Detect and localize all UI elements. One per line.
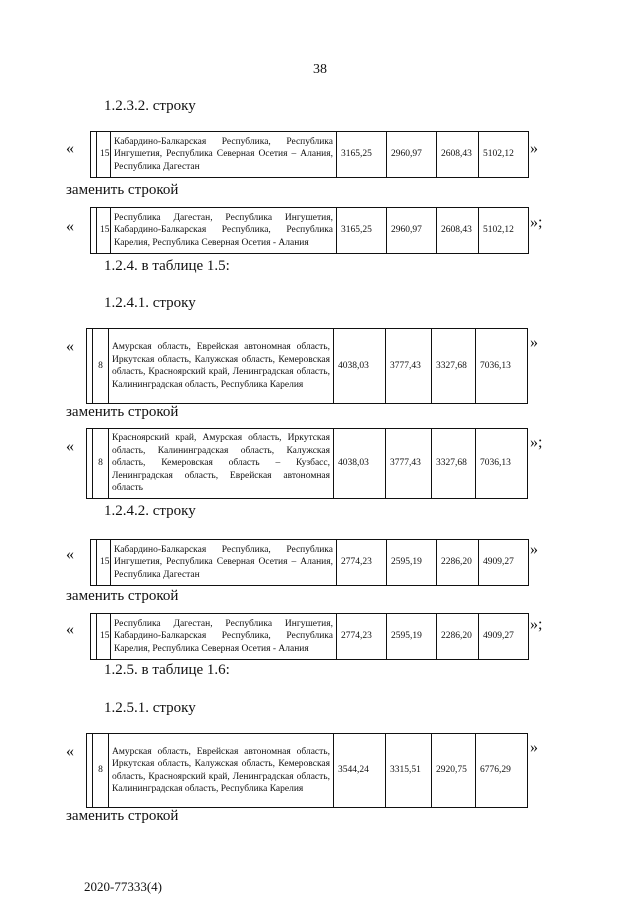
item-heading-1-2-5-1: 1.2.5.1. строку [104,700,196,716]
value-cell: 2774,23 [337,614,387,660]
row-number-cell: 8 [93,329,109,404]
value-cell: 2595,19 [387,540,437,586]
item-heading-1-2-4-1: 1.2.4.1. строку [104,295,196,311]
value-cell: 5102,12 [479,132,529,178]
value-cell: 3777,43 [386,329,432,404]
region-list-cell: Кабардино-Балкарская Республика, Республика Ингушетия, Республика Северная Осетия – Алания, Республика Дагестан [111,540,337,586]
value-cell: 2595,19 [387,614,437,660]
open-quote: « [66,140,74,157]
region-list-cell: Кабардино-Балкарская Республика, Республика Ингушетия, Республика Северная Осетия – Алания, Республика Дагестан [111,132,337,178]
value-cell: 4909,27 [479,614,529,660]
value-cell: 2286,20 [437,540,479,586]
value-cell: 3315,51 [386,734,432,808]
document-registration-number: 2020-77333(4) [84,879,162,894]
open-quote: « [66,338,74,355]
value-cell: 2960,97 [387,132,437,178]
page-number: 38 [313,62,327,77]
region-list-cell: Амурская область, Еврейская автономная область, Иркутская область, Калужская область, Кемеровская область, Красноярский край, Ленинградская область, Калининградская область, Республика Карелия [109,329,334,404]
open-quote: « [66,743,74,760]
close-quote: »; [530,434,543,451]
value-cell: 2774,23 [337,540,387,586]
close-quote: » [530,541,538,558]
original-row-table [90,539,529,586]
table-heading-1-2-5: 1.2.5. в таблице 1.6: [104,662,230,678]
replace-with-row-label: заменить строкой [66,588,179,604]
table-row [91,614,529,660]
row-number-cell: 8 [93,429,109,499]
table-row [87,329,528,404]
close-quote: »; [530,214,543,231]
value-cell: 3544,24 [334,734,386,808]
original-row-table [86,328,528,404]
open-quote: « [66,546,74,563]
table-row [91,540,529,586]
row-number-cell: 15 [97,208,111,254]
region-list-cell: Красноярский край, Амурская область, Иркутская область, Калининградская область, Калужская область, Кемеровская область – Кузбасс, Ленинградская область, Еврейская автономная область [109,429,334,499]
table-row [91,132,529,178]
table-heading-1-2-4: 1.2.4. в таблице 1.5: [104,258,230,274]
row-number-cell: 8 [93,734,109,808]
value-cell: 5102,12 [479,208,529,254]
region-list-cell: Республика Дагестан, Республика Ингушетия, Кабардино-Балкарская Республика, Республика Карелия, Республика Северная Осетия - Алания [111,208,337,254]
row-number-cell: 15 [97,132,111,178]
region-list-cell: Республика Дагестан, Республика Ингушетия, Кабардино-Балкарская Республика, Республика Карелия, Республика Северная Осетия - Алания [111,614,337,660]
value-cell: 3327,68 [432,429,476,499]
value-cell: 3777,43 [386,429,432,499]
value-cell: 6776,29 [476,734,528,808]
open-quote: « [66,218,74,235]
region-list-cell: Амурская область, Еврейская автономная область, Иркутская область, Калужская область, Кемеровская область, Красноярский край, Ленинградская область, Калининградская область, Республика Карелия [109,734,334,808]
original-row-table [90,131,529,178]
value-cell: 2920,75 [432,734,476,808]
replacement-row-table [90,613,529,660]
value-cell: 4038,03 [334,329,386,404]
row-number-cell: 15 [97,540,111,586]
value-cell: 4038,03 [334,429,386,499]
value-cell: 3165,25 [337,132,387,178]
table-row [87,734,528,808]
value-cell: 3327,68 [432,329,476,404]
close-quote: » [530,140,538,157]
original-row-table [86,733,528,808]
open-quote: « [66,621,74,638]
close-quote: » [530,334,538,351]
item-heading-1-2-3-2: 1.2.3.2. строку [104,98,196,114]
table-row [87,429,528,499]
replace-with-row-label: заменить строкой [66,808,179,824]
item-heading-1-2-4-2: 1.2.4.2. строку [104,503,196,519]
replacement-row-table [90,207,529,254]
row-number-cell: 15 [97,614,111,660]
replacement-row-table [86,428,528,499]
value-cell: 4909,27 [479,540,529,586]
value-cell: 2286,20 [437,614,479,660]
value-cell: 7036,13 [476,329,528,404]
replace-with-row-label: заменить строкой [66,182,179,198]
replace-with-row-label: заменить строкой [66,404,179,420]
value-cell: 2608,43 [437,208,479,254]
open-quote: « [66,438,74,455]
table-row [91,208,529,254]
close-quote: » [530,739,538,756]
value-cell: 2960,97 [387,208,437,254]
value-cell: 3165,25 [337,208,387,254]
value-cell: 7036,13 [476,429,528,499]
close-quote: »; [530,616,543,633]
value-cell: 2608,43 [437,132,479,178]
